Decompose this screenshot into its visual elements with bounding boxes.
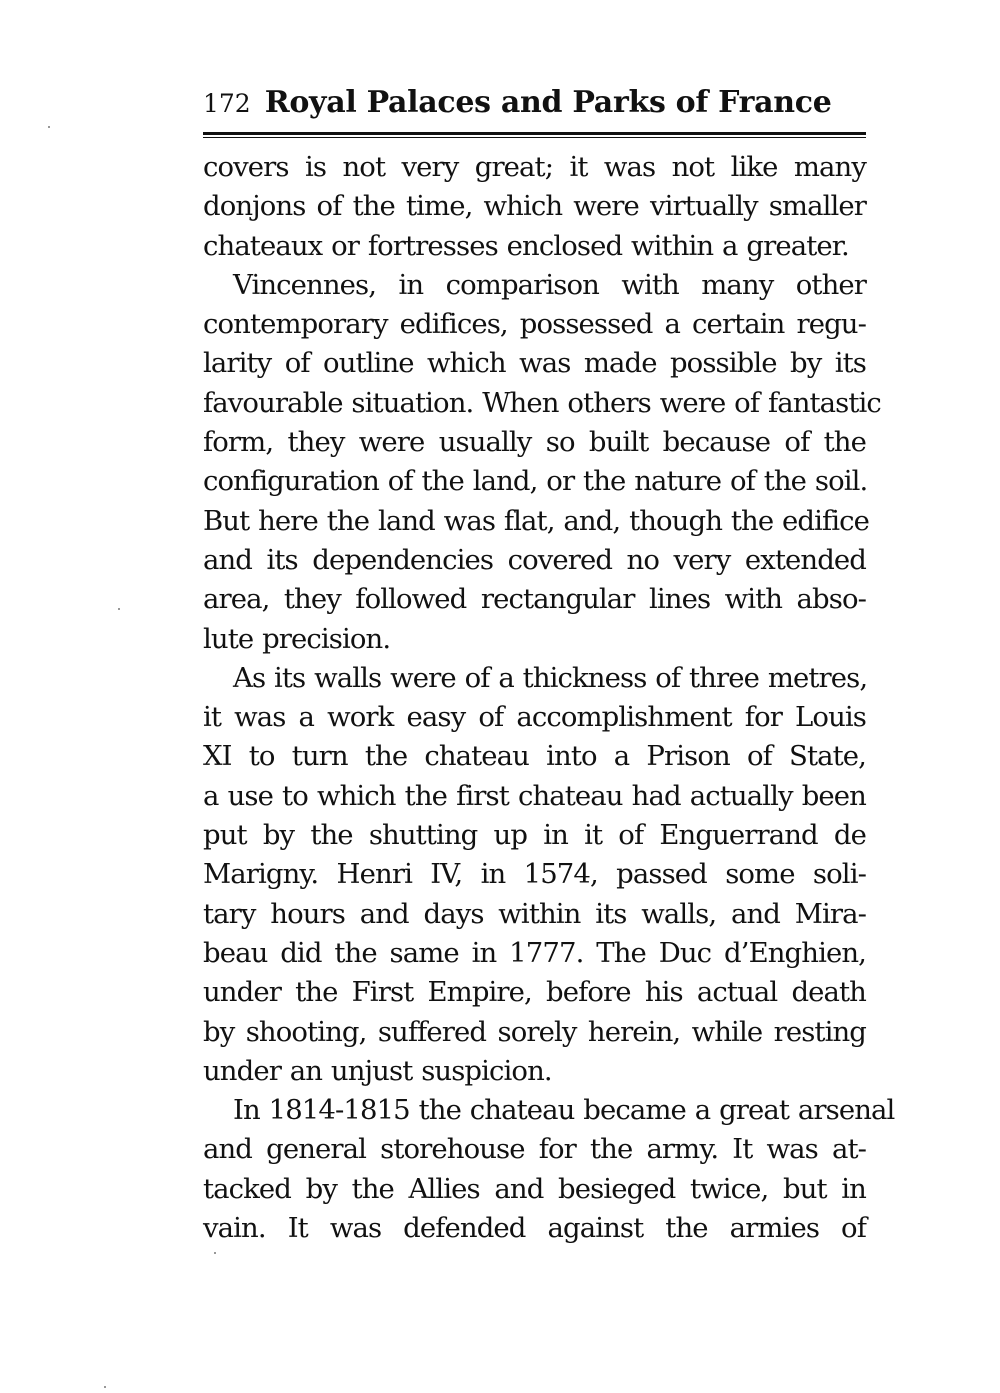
text-line: covers is not very great; it was not like many — [203, 151, 866, 183]
text-line: it was a work easy of accomplishment for Louis — [203, 701, 866, 734]
text-line: chateaux or fortresses enclosed within a greater. — [203, 229, 849, 262]
scan-speck — [48, 126, 50, 128]
text-line: by shooting, suffered sorely herein, while resting — [203, 1015, 866, 1048]
text-line: larity of outline which was made possible by its — [203, 347, 866, 380]
text-line: contemporary edifices, possessed a certain regu- — [203, 308, 866, 341]
text-line: configuration of the land, or the nature of the soil. — [203, 465, 868, 498]
text-line: and general storehouse for the army. It was at- — [203, 1133, 866, 1166]
page-number: 172 — [203, 89, 251, 118]
text-line: tary hours and days within its walls, and Mira- — [203, 897, 866, 930]
text-line: tacked by the Allies and besieged twice, but in — [203, 1172, 866, 1205]
text-line: XI to turn the chateau into a Prison of State, — [203, 740, 866, 773]
text-line: under the First Empire, before his actual death — [203, 976, 866, 1009]
text-line: a use to which the first chateau had actually been — [203, 779, 866, 812]
page-header — [203, 82, 866, 124]
paragraph-start-line: As its walls were of a thickness of three metres, — [233, 661, 868, 694]
scan-speck — [104, 1386, 106, 1388]
text-line: vain. It was defended against the armies of — [203, 1212, 866, 1245]
text-line: Marigny. Henri IV, in 1574, passed some soli- — [203, 858, 866, 891]
text-line: form, they were usually so built because of the — [203, 426, 866, 459]
text-line: beau did the same in 1777. The Duc d’Enghien, — [203, 936, 866, 969]
book-page — [203, 82, 895, 1248]
running-title: Royal Palaces and Parks of France — [264, 85, 832, 120]
text-line: But here the land was flat, and, though the edifice — [203, 504, 870, 537]
scan-speck — [118, 608, 120, 610]
body-text — [203, 148, 895, 1248]
paragraph-start-line: Vincennes, in comparison with many other — [233, 268, 866, 301]
text-line: favourable situation. When others were of fantastic — [203, 386, 881, 419]
text-line: lute precision. — [203, 622, 391, 655]
text-line: area, they followed rectangular lines with abso- — [203, 583, 866, 616]
paragraph-start-line: In 1814-1815 the chateau became a great arsenal — [233, 1094, 895, 1127]
text-line: donjons of the time, which were virtually smaller — [203, 190, 866, 223]
text-line: and its dependencies covered no very extended — [203, 543, 866, 576]
text-line: put by the shutting up in it of Enguerrand de — [203, 819, 866, 852]
text-line: under an unjust suspicion. — [203, 1054, 552, 1087]
header-rule — [203, 132, 866, 138]
scan-speck — [214, 1252, 216, 1254]
